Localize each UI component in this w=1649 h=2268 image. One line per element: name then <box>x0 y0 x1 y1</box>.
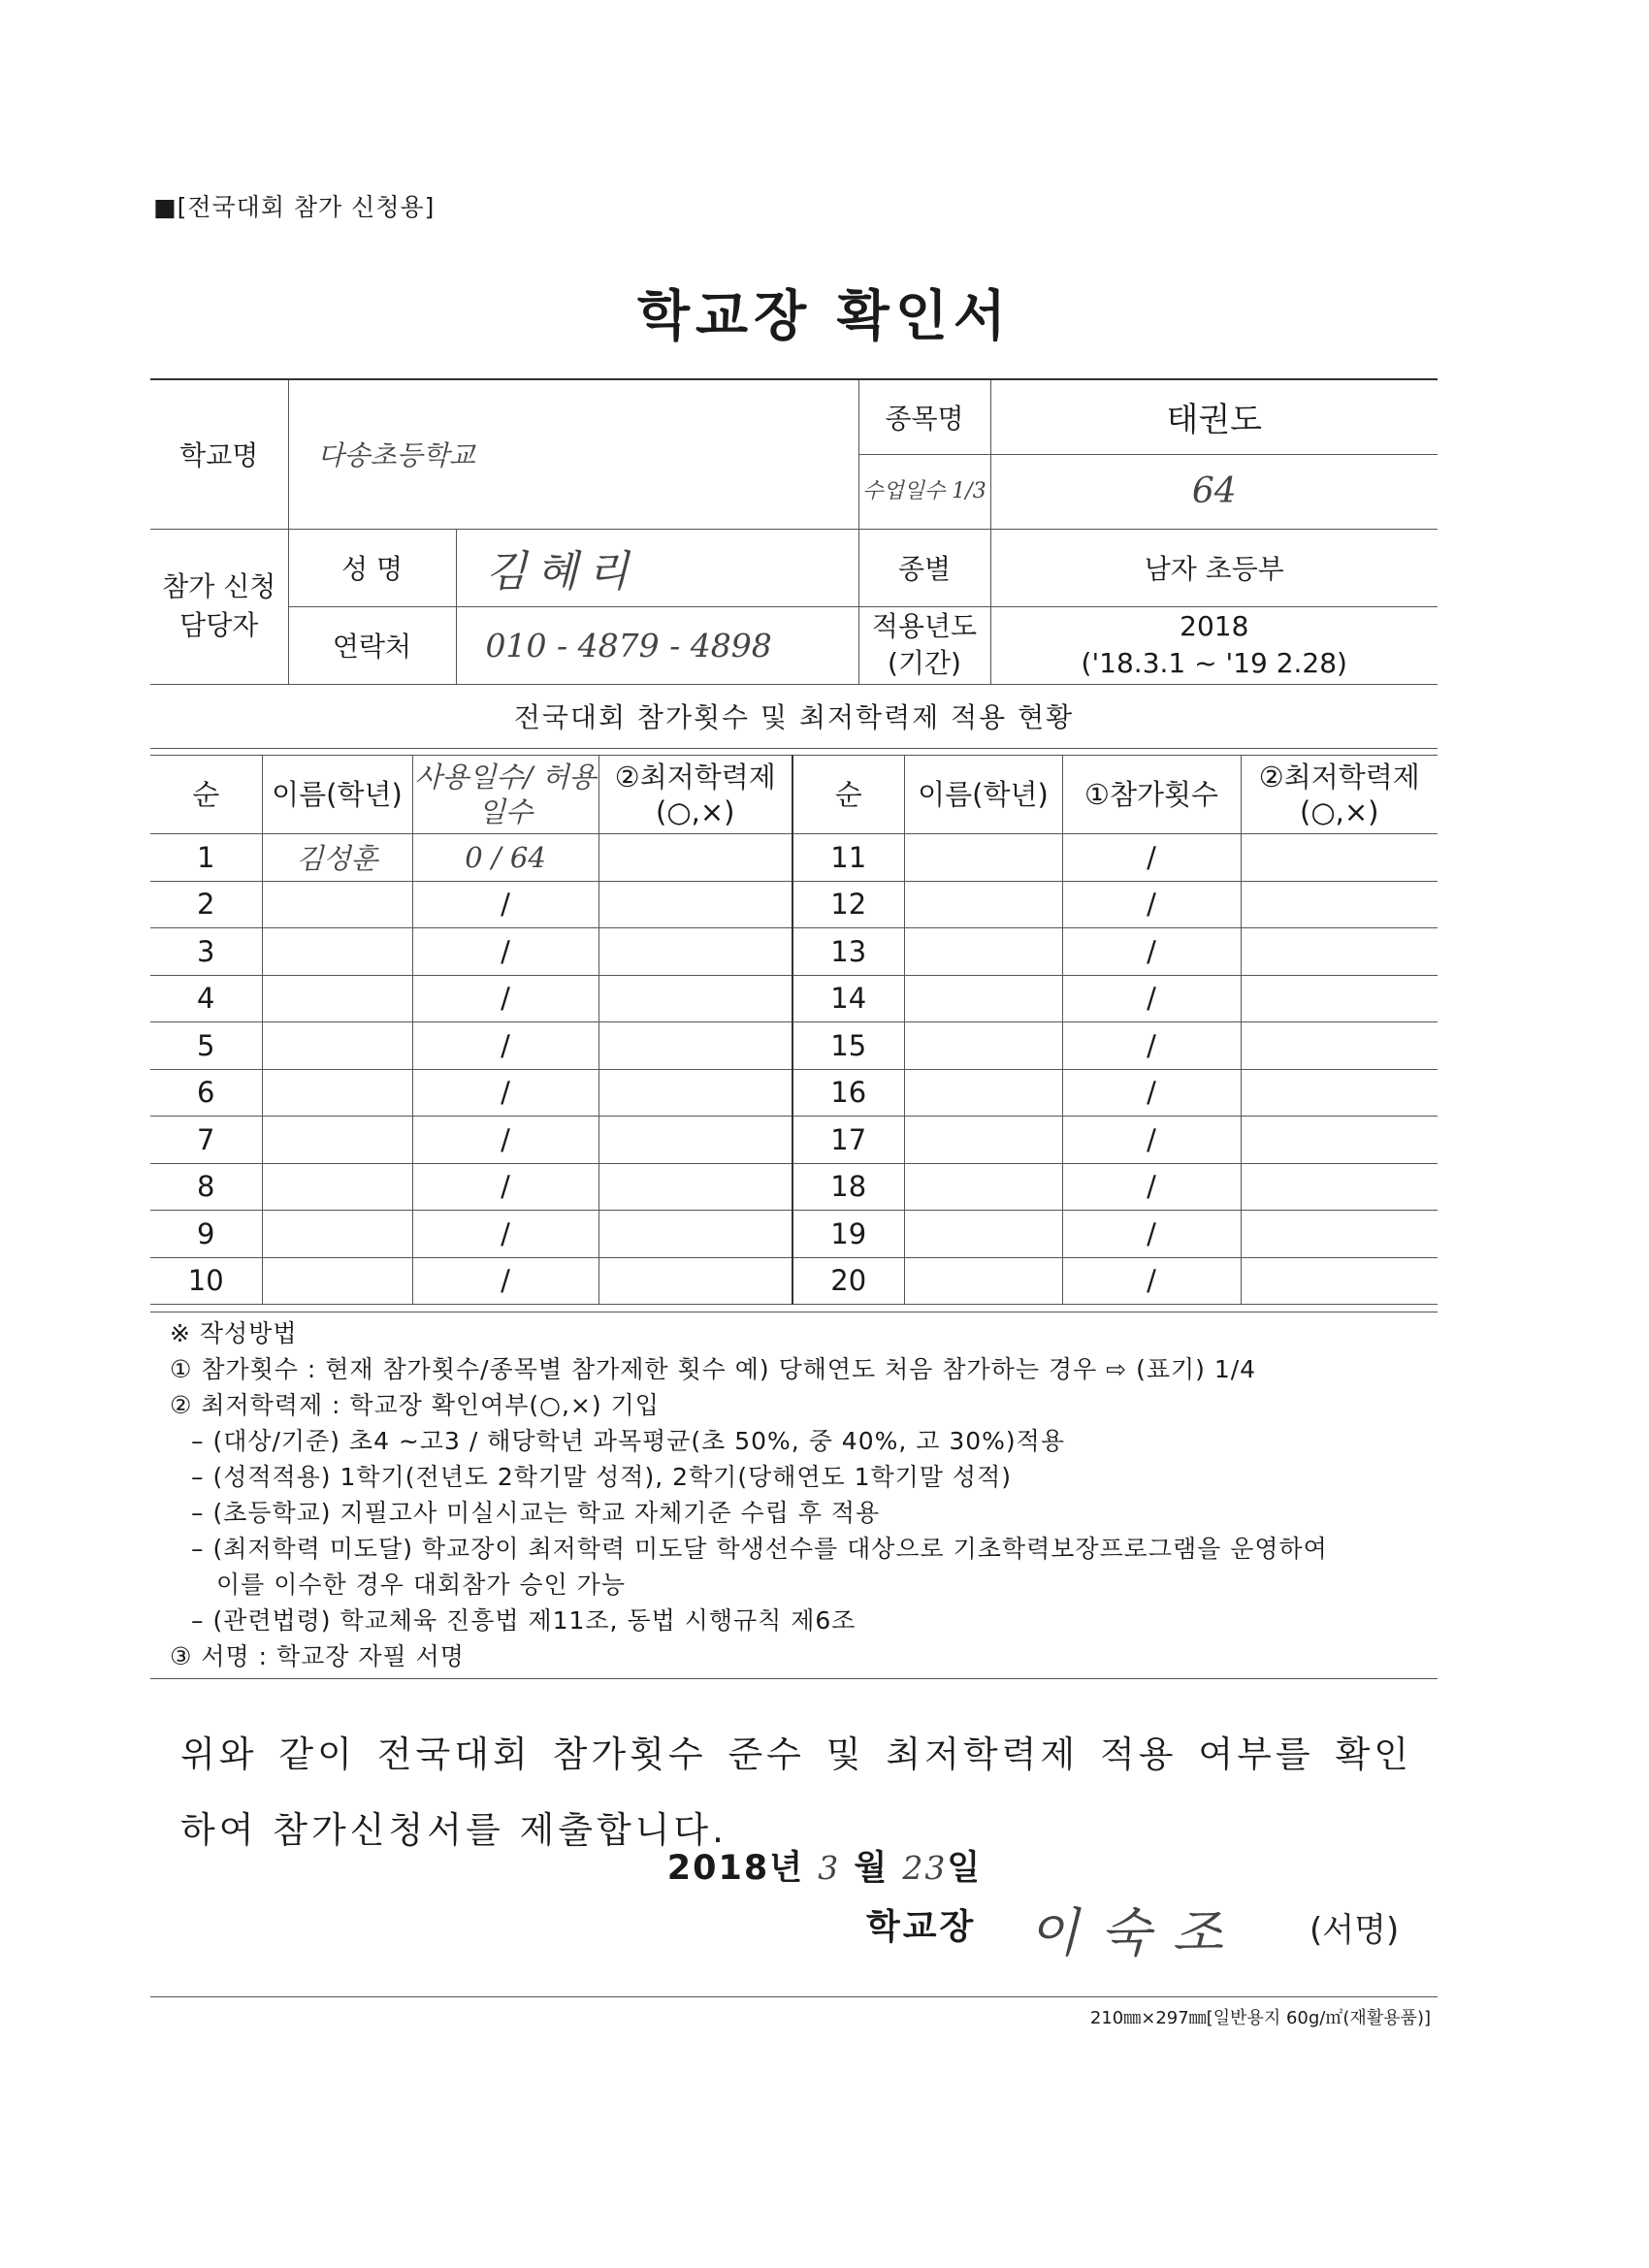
student-name <box>904 1117 1062 1164</box>
sport-label: 종목명 <box>858 379 990 454</box>
academic-check <box>598 1211 792 1258</box>
category-label: 종별 <box>858 529 990 606</box>
document-title: 학교장 확인서 <box>636 285 1013 348</box>
student-name <box>904 881 1062 928</box>
roster-caption: 전국대회 참가횟수 및 최저학력제 적용 현황 <box>150 684 1438 748</box>
days-count: / <box>412 1117 598 1164</box>
student-name <box>262 1211 412 1258</box>
participation-count: / <box>1062 1069 1241 1117</box>
student-name <box>904 834 1062 882</box>
date-day: 23 <box>902 1849 948 1887</box>
notes-heading: ※ 작성방법 <box>170 1319 298 1347</box>
student-name <box>262 881 412 928</box>
roster-row <box>150 975 1438 1022</box>
row-number: 17 <box>792 1117 904 1164</box>
academic-check <box>1241 1257 1438 1305</box>
academic-check <box>598 1163 792 1211</box>
instructions <box>170 1315 1440 1674</box>
roster-table <box>150 755 1438 1305</box>
header-grade-left: ②최저학력제 (○,×) <box>598 756 792 834</box>
student-name <box>262 1163 412 1211</box>
sport-value: 태권도 <box>990 379 1438 454</box>
student-name <box>262 1117 412 1164</box>
days-count: 0 / 64 <box>412 834 598 882</box>
roster-row <box>150 1117 1438 1164</box>
footer-divider <box>150 1996 1438 1997</box>
participation-count: / <box>1062 1257 1241 1305</box>
academic-check <box>598 1117 792 1164</box>
year-cell <box>990 606 1438 684</box>
principal-signature: 이숙조 <box>1028 1902 1245 1963</box>
academic-check <box>598 1069 792 1117</box>
school-label: 학교명 <box>150 379 288 529</box>
form-type-tag: ■[전국대회 참가 신청용] <box>153 193 436 221</box>
student-name <box>904 1211 1062 1258</box>
header-name-left: 이름(학년) <box>262 756 412 834</box>
academic-check <box>1241 1163 1438 1211</box>
school-days-label: 수업일수 1/3 <box>858 454 990 529</box>
row-number: 10 <box>150 1257 262 1305</box>
row-number: 11 <box>792 834 904 882</box>
contact-label: 연락처 <box>288 606 456 684</box>
participation-count: / <box>1062 1163 1241 1211</box>
row-number: 5 <box>150 1022 262 1070</box>
academic-check <box>598 975 792 1022</box>
participation-count: / <box>1062 834 1241 882</box>
name-label: 성 명 <box>288 529 456 606</box>
academic-check <box>1241 1069 1438 1117</box>
row-number: 12 <box>792 881 904 928</box>
note-line: – (관련법령) 학교체육 진흥법 제11조, 동법 시행규칙 제6조 <box>191 1606 857 1635</box>
academic-check <box>598 928 792 976</box>
row-number: 4 <box>150 975 262 1022</box>
student-name <box>262 928 412 976</box>
student-name <box>262 1022 412 1070</box>
academic-check <box>1241 881 1438 928</box>
academic-check <box>598 881 792 928</box>
row-number: 16 <box>792 1069 904 1117</box>
note-line: 이를 이수한 경우 대회참가 승인 가능 <box>216 1571 626 1599</box>
note-line: ③ 서명 : 학교장 자필 서명 <box>170 1642 465 1670</box>
roster-row <box>150 1069 1438 1117</box>
signature-note: (서명) <box>1310 1911 1400 1950</box>
roster-row <box>150 928 1438 976</box>
date-line <box>0 1841 1649 1890</box>
roster-row <box>150 1022 1438 1070</box>
student-name <box>904 1069 1062 1117</box>
student-name <box>904 1257 1062 1305</box>
note-line: – (최저학력 미도달) 학교장이 최저학력 미도달 학생선수를 대상으로 기초학력보장프로그램을 운영하여 <box>191 1535 1328 1563</box>
academic-check <box>1241 834 1438 882</box>
note-line: ① 참가횟수 : 현재 참가횟수/종목별 참가제한 횟수 예) 당해연도 처음 참가하는 경우 ⇨ (표기) 1/4 <box>170 1355 1257 1383</box>
paper-spec: 210㎜×297㎜[일반용지 60g/㎡(재활용품)] <box>1089 2008 1431 2028</box>
days-count: / <box>412 1257 598 1305</box>
header-days-left: 사용일수/ 허용일수 <box>412 756 598 834</box>
name-value: 김혜리 <box>456 529 858 606</box>
academic-check <box>598 834 792 882</box>
days-count: / <box>412 881 598 928</box>
roster-body <box>150 834 1438 1305</box>
header-grade-right: ②최저학력제 (○,×) <box>1241 756 1438 834</box>
participation-count: / <box>1062 881 1241 928</box>
row-number: 6 <box>150 1069 262 1117</box>
category-value: 남자 초등부 <box>990 529 1438 606</box>
days-count: / <box>412 1069 598 1117</box>
student-name <box>262 975 412 1022</box>
note-line: ② 최저학력제 : 학교장 확인여부(○,×) 기입 <box>170 1391 660 1419</box>
header-count-right: ①참가횟수 <box>1062 756 1241 834</box>
days-count: / <box>412 975 598 1022</box>
student-name <box>262 1069 412 1117</box>
period-value: ('18.3.1 ~ '19 2.28) <box>1081 647 1347 679</box>
year-label: 적용년도 (기간) <box>858 606 990 684</box>
row-number: 7 <box>150 1117 262 1164</box>
academic-check <box>1241 1117 1438 1164</box>
row-number: 19 <box>792 1211 904 1258</box>
participation-count: / <box>1062 975 1241 1022</box>
contact-value: 010 - 4879 - 4898 <box>456 606 858 684</box>
applicant-label: 참가 신청 담당자 <box>150 529 288 684</box>
roster-row <box>150 1211 1438 1258</box>
principal-label: 학교장 <box>866 1907 977 1947</box>
info-table <box>150 378 1438 749</box>
student-name: 김성훈 <box>262 834 412 882</box>
school-days-value: 64 <box>990 454 1438 529</box>
participation-count: / <box>1062 928 1241 976</box>
roster-header-row <box>150 756 1438 834</box>
days-count: / <box>412 1211 598 1258</box>
header-name-right: 이름(학년) <box>904 756 1062 834</box>
student-name <box>904 1022 1062 1070</box>
roster-row <box>150 881 1438 928</box>
note-line: – (초등학교) 지필고사 미실시교는 학교 자체기준 수립 후 적용 <box>191 1499 881 1527</box>
school-value: 다송초등학교 <box>288 379 858 529</box>
roster-row <box>150 834 1438 882</box>
row-number: 18 <box>792 1163 904 1211</box>
row-number: 14 <box>792 975 904 1022</box>
participation-count: / <box>1062 1117 1241 1164</box>
row-number: 13 <box>792 928 904 976</box>
academic-check <box>598 1022 792 1070</box>
academic-check <box>598 1257 792 1305</box>
roster-row <box>150 1163 1438 1211</box>
student-name <box>904 928 1062 976</box>
note-line: – (대상/기준) 초4 ~고3 / 해당학년 과목평균(초 50%, 중 40%, 고 30%)적용 <box>191 1427 1065 1455</box>
row-number: 9 <box>150 1211 262 1258</box>
days-count: / <box>412 928 598 976</box>
student-name <box>262 1257 412 1305</box>
roster-row <box>150 1257 1438 1305</box>
days-count: / <box>412 1022 598 1070</box>
student-name <box>904 975 1062 1022</box>
notes-divider-bottom <box>150 1678 1438 1679</box>
date-year: 2018년 <box>666 1849 805 1888</box>
year-value: 2018 <box>1180 610 1249 642</box>
academic-check <box>1241 1211 1438 1258</box>
header-no-left: 순 <box>150 756 262 834</box>
date-day-label: 일 <box>947 1849 983 1888</box>
note-line: – (성적적용) 1학기(전년도 2학기말 성적), 2학기(당해연도 1학기말 성적) <box>191 1463 1012 1491</box>
row-number: 20 <box>792 1257 904 1305</box>
date-month-label: 월 <box>854 1849 889 1888</box>
declaration-text: 위와 같이 전국대회 참가횟수 준수 및 최저학력제 적용 여부를 확인 하여 참가신청서를 제출합니다. <box>180 1733 1412 1851</box>
academic-check <box>1241 928 1438 976</box>
row-number: 3 <box>150 928 262 976</box>
participation-count: / <box>1062 1022 1241 1070</box>
academic-check <box>1241 1022 1438 1070</box>
date-month: 3 <box>818 1849 841 1887</box>
student-name <box>904 1163 1062 1211</box>
row-number: 1 <box>150 834 262 882</box>
academic-check <box>1241 975 1438 1022</box>
header-no-right: 순 <box>792 756 904 834</box>
row-number: 2 <box>150 881 262 928</box>
days-count: / <box>412 1163 598 1211</box>
row-number: 15 <box>792 1022 904 1070</box>
row-number: 8 <box>150 1163 262 1211</box>
participation-count: / <box>1062 1211 1241 1258</box>
